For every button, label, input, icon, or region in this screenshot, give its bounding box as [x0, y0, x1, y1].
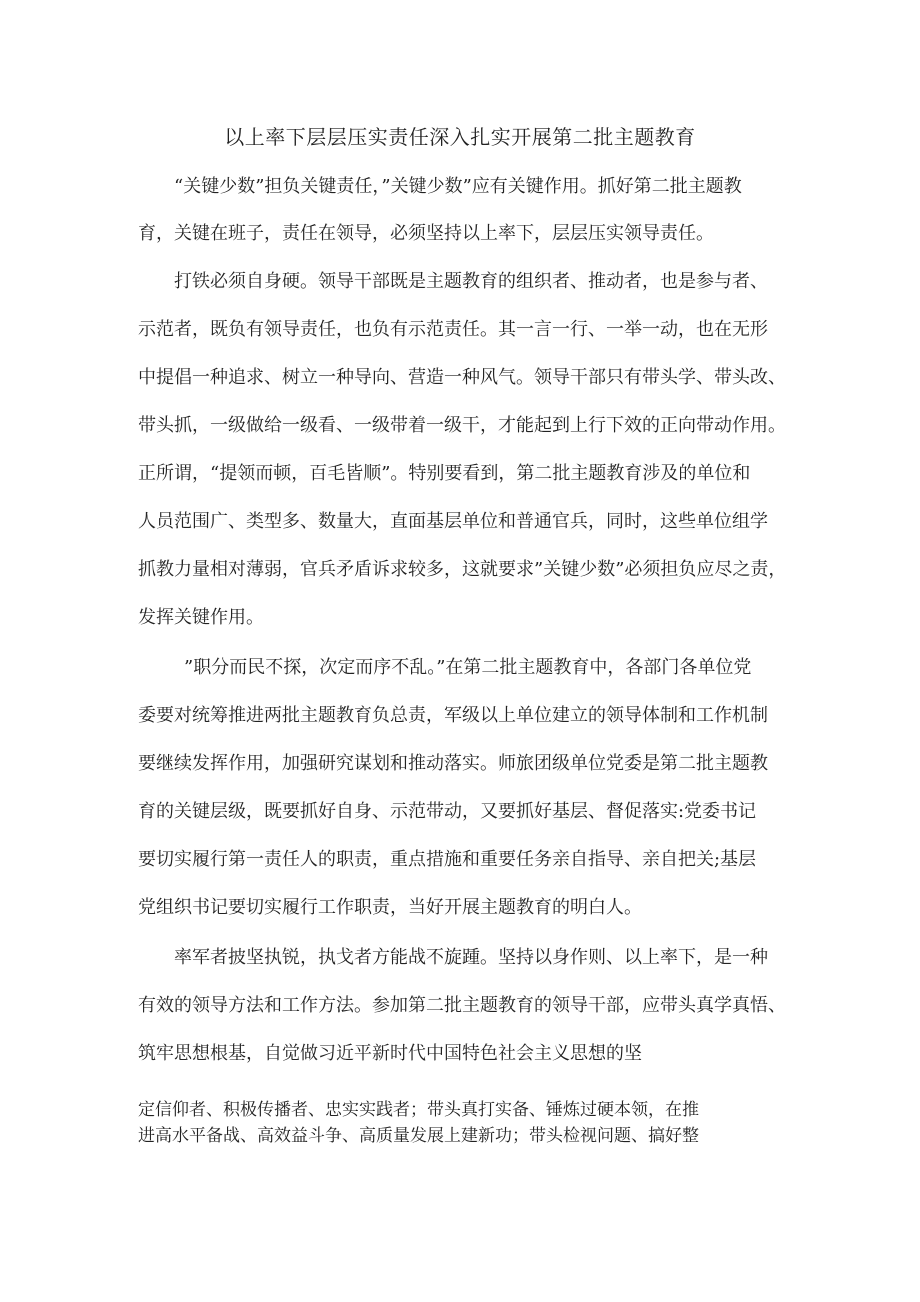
paragraph-line: 筑牢思想根基，自觉做习近平新时代中国特色社会主义思想的坚: [138, 1043, 642, 1064]
paragraph-line: 打铁必须自身硬。领导干部既是主题教育的组织者、推动者，也是参与者、: [174, 271, 768, 292]
paragraph-line: 育，关键在班子，责任在领导，必须坚持以上率下，层层压实领导责任。: [138, 223, 714, 244]
paragraph-line: 党组织书记要切实履行工作职责，当好开展主题教育的明白人。: [138, 897, 642, 918]
paragraph-line: 抓教力量相对薄弱，官兵矛盾诉求较多，这就要求”关键少数”必须担负应尽之责，: [138, 559, 787, 580]
paragraph-line: “关键少数”担负关键责任，”关键少数”应有关键作用。抓好第二批主题教: [174, 176, 742, 197]
paragraph-line: 定信仰者、积极传播者、忠实实践者；带头真打实备、锤炼过硬本领，在推: [138, 1100, 699, 1120]
paragraph-line: 要切实履行第一责任人的职责，重点措施和重要任务亲自指导、亲自把关;基层: [138, 849, 757, 870]
paragraph-line: 要继续发挥作用，加强研究谋划和推动落实。师旅团级单位党委是第二批主题教: [138, 753, 768, 774]
paragraph-line: 发挥关键作用。: [138, 607, 264, 628]
paragraph-line: 示范者，既负有领导责任，也负有示范责任。其一言一行、一举一动，也在无形: [138, 319, 768, 340]
paragraph-line: 育的关键层级，既要抓好自身、示范带动，又要抓好基层、督促落实:党委书记: [138, 801, 757, 822]
paragraph-line: 人员范围广、类型多、数量大，直面基层单位和普通官兵，同时，这些单位组学: [138, 511, 768, 532]
paragraph-line: 中提倡一种追求、树立一种导向、营造一种风气。领导干部只有带头学、带头改、: [138, 367, 786, 388]
paragraph-line: 率军者披坚执锐，执戈者方能战不旋踵。坚持以身作则、以上率下，是一种: [174, 947, 768, 968]
paragraph-line: 进高水平备战、高效益斗争、高质量发展上建新功；带头检视问题、搞好整: [138, 1126, 699, 1146]
paragraph-line: ”职分而民不探，次定而序不乱。”在第二批主题教育中，各部门各单位党: [184, 657, 752, 678]
paragraph-line: 有效的领导方法和工作方法。参加第二批主题教育的领导干部，应带头真学真悟、: [138, 995, 786, 1016]
paragraph-line: 正所谓，“提领而顿，百毛皆顺”。特别要看到，第二批主题教育涉及的单位和: [138, 463, 751, 484]
document-title: 以上率下层层压实责任深入扎实开展第二批主题教育: [224, 125, 696, 149]
paragraph-line: 委要对统筹推进两批主题教育负总责，军级以上单位建立的领导体制和工作机制: [138, 705, 768, 726]
paragraph-line: 带头抓，一级做给一级看、一级带着一级干，才能起到上行下效的正向带动作用。: [138, 415, 786, 436]
